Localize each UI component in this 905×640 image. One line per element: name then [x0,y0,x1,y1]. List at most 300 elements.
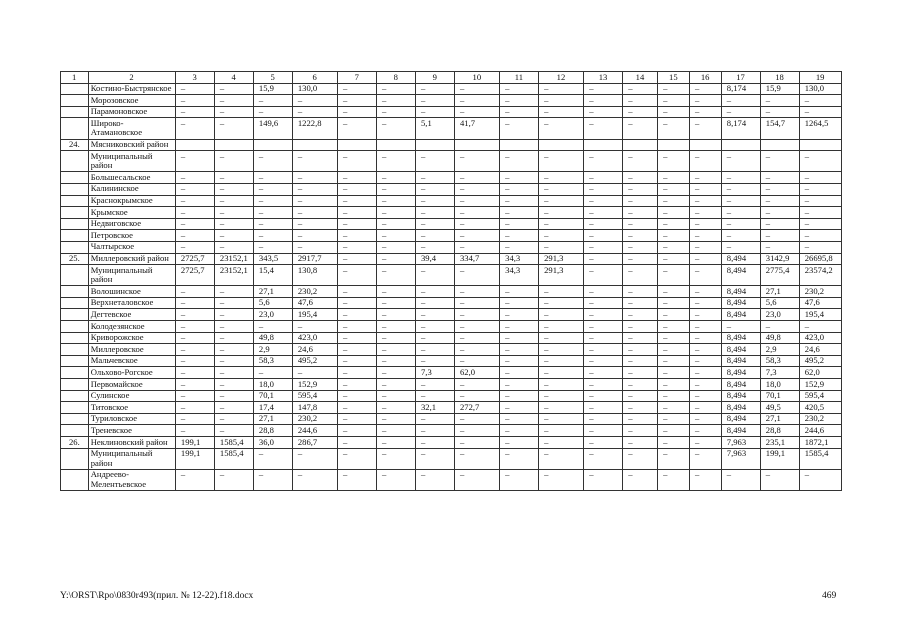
value-cell: – [338,207,377,219]
value-cell: 147,8 [292,402,337,414]
value-cell [799,139,841,151]
value-cell: 62,0 [454,367,499,379]
value-cell: 18,0 [760,379,799,391]
value-cell: – [292,230,337,242]
value-cell: – [658,172,690,184]
value-cell: 244,6 [292,425,337,437]
value-cell: – [689,118,721,139]
value-cell: 5,6 [760,297,799,309]
settlement-name-cell: Титовское [88,402,175,414]
value-cell: – [689,344,721,356]
value-cell: – [377,207,416,219]
value-cell: – [658,390,690,402]
value-cell: – [539,425,584,437]
value-cell: – [454,344,499,356]
value-cell: 8,494 [721,286,760,298]
value-cell: 423,0 [799,332,841,344]
settlement-name-cell: Парамоновское [88,106,175,118]
value-cell: – [416,265,455,286]
value-cell: – [175,297,214,309]
value-cell: – [658,106,690,118]
value-cell: – [721,230,760,242]
value-cell: – [799,469,841,490]
value-cell: – [214,332,253,344]
value-cell: – [416,183,455,195]
header-cell: 2 [88,72,175,84]
value-cell: – [689,286,721,298]
value-cell: – [658,183,690,195]
value-cell: – [760,106,799,118]
table-row [61,297,842,309]
value-cell: – [214,309,253,321]
value-cell: 62,0 [799,367,841,379]
value-cell: – [623,448,658,469]
value-cell: – [214,402,253,414]
value-cell: 70,1 [253,390,292,402]
header-cell: 10 [454,72,499,84]
value-cell: – [584,390,623,402]
value-cell [658,139,690,151]
value-cell: – [416,241,455,253]
value-cell: – [584,241,623,253]
value-cell: – [416,297,455,309]
value-cell: 7,3 [760,367,799,379]
value-cell: – [338,413,377,425]
value-cell: 7,963 [721,448,760,469]
value-cell: – [658,469,690,490]
table-row [61,95,842,107]
value-cell: – [175,118,214,139]
value-cell: – [623,218,658,230]
value-cell: – [658,151,690,172]
value-cell: – [658,437,690,449]
value-cell: – [292,106,337,118]
value-cell: – [338,151,377,172]
value-cell: 8,494 [721,355,760,367]
value-cell: – [500,286,539,298]
value-cell: – [416,195,455,207]
value-cell: – [584,172,623,184]
value-cell: – [416,83,455,95]
value-cell: – [377,413,416,425]
value-cell: – [214,367,253,379]
value-cell: – [623,286,658,298]
value-cell: 199,1 [175,448,214,469]
value-cell: – [658,413,690,425]
value-cell: – [292,469,337,490]
value-cell: – [539,321,584,333]
value-cell: – [338,379,377,391]
value-cell: – [623,195,658,207]
value-cell: 1222,8 [292,118,337,139]
value-cell: – [500,241,539,253]
value-cell: 154,7 [760,118,799,139]
value-cell: – [416,151,455,172]
header-cell: 13 [584,72,623,84]
value-cell: – [584,183,623,195]
value-cell: 291,3 [539,253,584,265]
value-cell: 7,963 [721,437,760,449]
value-cell: – [214,218,253,230]
header-cell: 11 [500,72,539,84]
value-cell: – [175,379,214,391]
value-cell: – [500,355,539,367]
value-cell: – [658,321,690,333]
value-cell [623,139,658,151]
value-cell: 130,8 [292,265,337,286]
value-cell: – [253,469,292,490]
value-cell: – [689,469,721,490]
value-cell: – [416,332,455,344]
value-cell: – [175,413,214,425]
value-cell: 8,494 [721,390,760,402]
value-cell: – [338,355,377,367]
value-cell: 26695,8 [799,253,841,265]
page-number: 469 [822,591,837,601]
settlement-name-cell: Мясниковский район [88,139,175,151]
value-cell: – [500,309,539,321]
value-cell: – [338,469,377,490]
settlement-name-cell: Дегтевское [88,309,175,321]
value-cell: – [658,367,690,379]
settlement-name-cell: Петровское [88,230,175,242]
header-cell: 7 [338,72,377,84]
value-cell: – [175,230,214,242]
value-cell: 27,1 [253,286,292,298]
value-cell: – [338,321,377,333]
value-cell: – [539,448,584,469]
value-cell [454,139,499,151]
value-cell: 199,1 [760,448,799,469]
value-cell: – [214,321,253,333]
value-cell: 152,9 [292,379,337,391]
value-cell: – [721,321,760,333]
value-cell: – [416,425,455,437]
value-cell: 15,9 [760,83,799,95]
value-cell: – [689,265,721,286]
value-cell: 8,494 [721,253,760,265]
value-cell: 8,494 [721,413,760,425]
value-cell: 195,4 [799,309,841,321]
value-cell: 199,1 [175,437,214,449]
value-cell: – [539,469,584,490]
value-cell: 15,4 [253,265,292,286]
value-cell: – [539,297,584,309]
value-cell: – [539,402,584,414]
value-cell: 495,2 [292,355,337,367]
value-cell: – [377,172,416,184]
value-cell: – [721,469,760,490]
value-cell: – [799,241,841,253]
row-number-cell [61,448,89,469]
value-cell: – [338,253,377,265]
value-cell: – [416,379,455,391]
table-row [61,437,842,449]
value-cell: – [539,355,584,367]
value-cell: – [377,332,416,344]
value-cell: – [500,413,539,425]
value-cell: – [175,332,214,344]
value-cell: – [338,286,377,298]
value-cell: 230,2 [799,413,841,425]
value-cell: – [500,367,539,379]
value-cell: 3142,9 [760,253,799,265]
row-number-cell: 24. [61,139,89,151]
settlement-name-cell: Андреево-Мелентьевское [88,469,175,490]
value-cell: – [623,367,658,379]
value-cell: – [292,151,337,172]
value-cell: 49,5 [760,402,799,414]
value-cell: – [416,95,455,107]
value-cell: – [539,195,584,207]
value-cell: – [416,437,455,449]
value-cell: – [539,332,584,344]
value-cell: – [253,207,292,219]
value-cell: 8,494 [721,297,760,309]
value-cell: – [689,309,721,321]
value-cell: – [175,344,214,356]
value-cell: – [799,95,841,107]
value-cell: – [689,448,721,469]
value-cell: – [377,344,416,356]
table-row [61,241,842,253]
value-cell: – [584,309,623,321]
value-cell [175,139,214,151]
header-cell: 12 [539,72,584,84]
value-cell: 8,494 [721,265,760,286]
value-cell: – [175,469,214,490]
value-cell: – [500,106,539,118]
value-cell: – [214,469,253,490]
value-cell: – [175,95,214,107]
value-cell: – [799,218,841,230]
value-cell: – [416,172,455,184]
value-cell: – [500,402,539,414]
value-cell: – [584,218,623,230]
row-number-cell [61,207,89,219]
value-cell: 24,6 [292,344,337,356]
value-cell: – [689,402,721,414]
settlement-name-cell: Ольхово-Рогское [88,367,175,379]
value-cell: – [416,286,455,298]
row-number-cell [61,321,89,333]
value-cell: – [658,118,690,139]
value-cell: – [500,207,539,219]
row-number-cell [61,297,89,309]
value-cell: – [799,321,841,333]
value-cell: – [454,437,499,449]
value-cell: – [623,151,658,172]
value-cell: – [175,425,214,437]
value-cell: – [338,437,377,449]
value-cell: – [377,151,416,172]
settlement-name-cell: Крымское [88,207,175,219]
value-cell: 130,0 [292,83,337,95]
value-cell: – [760,469,799,490]
value-cell: – [658,95,690,107]
table-row [61,195,842,207]
value-cell: – [584,207,623,219]
value-cell: – [689,332,721,344]
value-cell: – [292,218,337,230]
value-cell: – [214,106,253,118]
settlement-name-cell: Морозовское [88,95,175,107]
value-cell: 5,1 [416,118,455,139]
value-cell: – [658,241,690,253]
value-cell: – [214,83,253,95]
row-number-cell [61,413,89,425]
value-cell: 244,6 [799,425,841,437]
value-cell: 8,494 [721,402,760,414]
value-cell: – [539,95,584,107]
value-cell: – [377,448,416,469]
value-cell: – [623,83,658,95]
row-number-cell [61,344,89,356]
value-cell: – [623,321,658,333]
value-cell: – [799,172,841,184]
value-cell: – [253,172,292,184]
value-cell: – [623,379,658,391]
value-cell: 27,1 [253,413,292,425]
settlement-name-cell: Чалтырское [88,241,175,253]
value-cell: – [338,425,377,437]
value-cell: – [500,390,539,402]
value-cell [539,139,584,151]
table-row [61,106,842,118]
value-cell: – [623,332,658,344]
value-cell: – [623,241,658,253]
value-cell: – [500,95,539,107]
value-cell: 420,5 [799,402,841,414]
row-number-cell [61,106,89,118]
value-cell: – [799,195,841,207]
value-cell: – [214,195,253,207]
value-cell: 595,4 [799,390,841,402]
value-cell: – [292,95,337,107]
value-cell: – [338,297,377,309]
value-cell: – [338,83,377,95]
table-row [61,286,842,298]
value-cell [377,139,416,151]
value-cell: – [539,309,584,321]
value-cell: 32,1 [416,402,455,414]
settlement-name-cell: Сулинское [88,390,175,402]
value-cell: – [689,218,721,230]
value-cell: 28,8 [760,425,799,437]
value-cell: – [214,297,253,309]
header-cell: 15 [658,72,690,84]
value-cell: – [539,390,584,402]
header-cell: 18 [760,72,799,84]
value-cell: – [539,286,584,298]
value-cell: 34,3 [500,265,539,286]
value-cell: – [689,106,721,118]
value-cell: 27,1 [760,286,799,298]
row-number-cell [61,83,89,95]
value-cell: – [175,151,214,172]
value-cell: – [689,195,721,207]
value-cell: – [658,218,690,230]
value-cell: – [689,390,721,402]
value-cell: – [689,83,721,95]
value-cell: – [623,95,658,107]
value-cell: – [454,390,499,402]
value-cell: – [658,332,690,344]
value-cell: – [760,230,799,242]
value-cell: – [689,241,721,253]
value-cell: – [416,309,455,321]
value-cell: – [338,106,377,118]
value-cell [338,139,377,151]
value-cell: – [377,218,416,230]
value-cell: – [292,367,337,379]
value-cell: – [454,265,499,286]
value-cell: – [689,437,721,449]
value-cell: 39,4 [416,253,455,265]
value-cell: – [658,448,690,469]
value-cell: 8,494 [721,332,760,344]
value-cell: 149,6 [253,118,292,139]
row-number-cell [61,265,89,286]
value-cell: – [377,195,416,207]
value-cell: 28,8 [253,425,292,437]
row-number-cell [61,172,89,184]
value-cell: – [500,195,539,207]
value-cell: – [623,413,658,425]
value-cell: – [454,195,499,207]
value-cell: 24,6 [799,344,841,356]
value-cell: – [454,83,499,95]
settlement-name-cell: Волошинское [88,286,175,298]
value-cell: 23,0 [760,309,799,321]
value-cell: – [338,218,377,230]
settlement-name-cell: Краснокрымское [88,195,175,207]
value-cell [292,139,337,151]
row-number-cell [61,367,89,379]
value-cell: – [623,253,658,265]
value-cell: – [416,344,455,356]
header-cell: 3 [175,72,214,84]
value-cell: – [454,230,499,242]
value-cell: – [584,425,623,437]
header-row [61,72,842,84]
value-cell: – [760,183,799,195]
value-cell: – [500,321,539,333]
value-cell: – [721,106,760,118]
row-number-cell [61,309,89,321]
value-cell: – [292,448,337,469]
value-cell: – [416,390,455,402]
value-cell: 495,2 [799,355,841,367]
settlement-name-cell: Криворожское [88,332,175,344]
value-cell: – [454,95,499,107]
value-cell: – [539,230,584,242]
row-number-cell [61,241,89,253]
settlement-name-cell: Костино-Быстрянское [88,83,175,95]
value-cell: – [292,241,337,253]
value-cell: – [338,402,377,414]
value-cell: – [214,344,253,356]
value-cell: 2,9 [253,344,292,356]
value-cell: – [658,83,690,95]
value-cell: – [175,390,214,402]
table-row [61,367,842,379]
value-cell: – [623,344,658,356]
value-cell: – [658,297,690,309]
value-cell: – [454,355,499,367]
value-cell: 34,3 [500,253,539,265]
value-cell: – [658,344,690,356]
